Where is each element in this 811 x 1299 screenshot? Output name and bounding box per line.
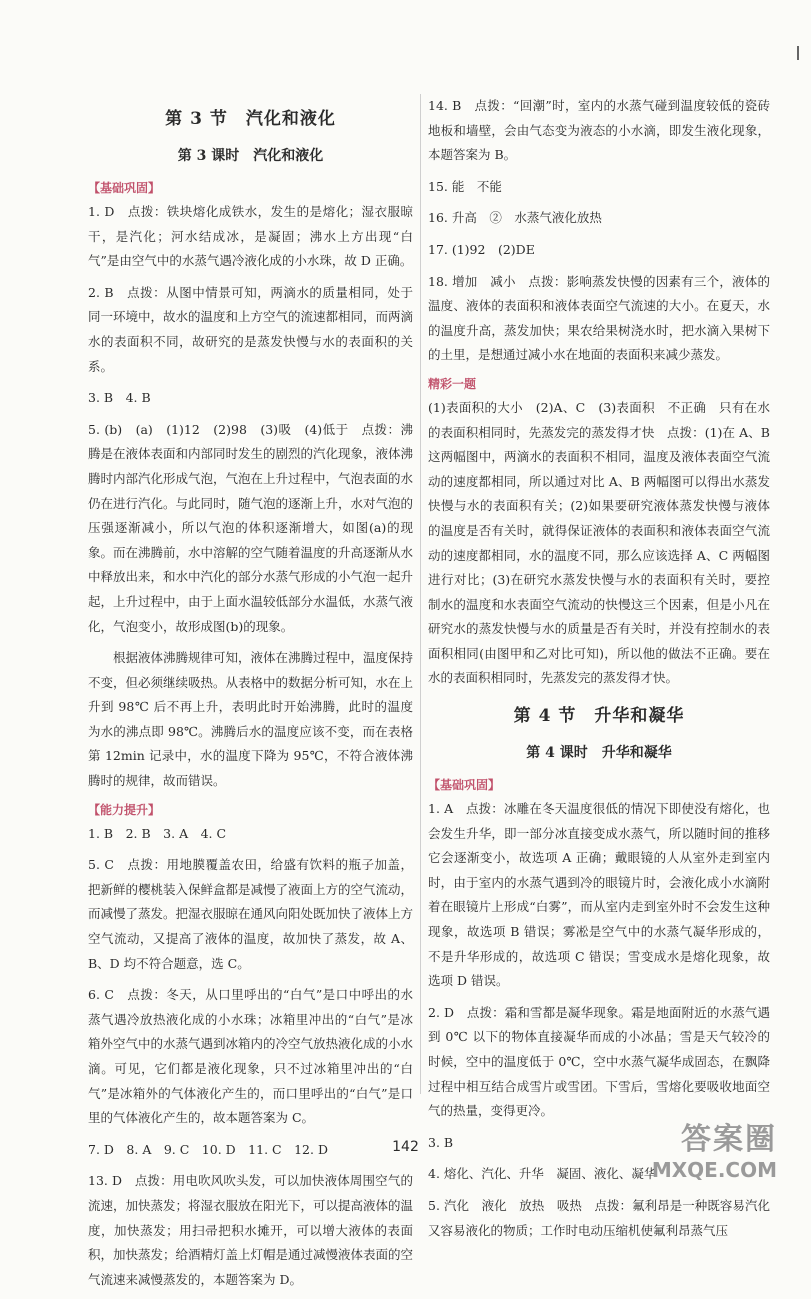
answer-16: 16. 升高 ② 水蒸气液化放热 (428, 210, 602, 226)
lesson-title-3: 第 3 课时 汽化和液化 (177, 148, 324, 164)
tag-ability: 【能力提升】 (88, 802, 161, 817)
lesson-title-4: 第 4 课时 升华和凝华 (526, 745, 672, 762)
left-column (88, 94, 413, 1299)
ability-5: 5. C 点拨：用地膜覆盖农田，给盛有饮料的瓶子加盖，把新鲜的樱桃装入保鲜盒都是减慢了液面上方的空气流动，而减慢了蒸发。把湿衣服晾在通风向阳处既加快了液体上方空气流动，又提高了液体的温度，故加快了蒸发，故 A、B、D 均不符合题意，选 C。 (88, 857, 414, 971)
watermark-logo (652, 1114, 777, 1182)
ability-7-12: 7. D 8. A 9. C 10. D 11. C 12. D (88, 1141, 328, 1157)
tag-basic-3: 【基础巩固】 (88, 181, 161, 195)
watermark-line-1: 答案圈 (681, 1122, 777, 1157)
section-title-4: 第 4 节 升华和凝华 (513, 706, 685, 727)
answer-2: 2. B 点拨：从图中情景可知，两滴水的质量相同，处于同一环境中，故水的温度和上方空气的流速都相同，而两滴水的表面积不同，故研究的是蒸发快慢与水的表面积的关系。 (88, 284, 414, 374)
ability-13: 13. D 点拨：用电吹风吹头发，可以加快液体周围空气的流速，加快蒸发；将湿衣服放在阳光下，可以提高液体的温度，加快蒸发；用扫帚把积水摊开，可以增大液体的表面积，加快蒸发；给酒精灯盖上灯帽是通过减慢液体表面的空气流速来减慢蒸发的，本题答案为 D。 (88, 1173, 414, 1287)
answer-1: 1. D 点拨：铁块熔化成铁水，发生的是熔化；湿衣服晾干，是汽化；河水结成冰，是凝固；沸水上方出现“白气”是由空气中的水蒸气遇冷液化成的小水珠，故 D 正确。 (88, 204, 413, 269)
answer-3-4: 3. B 4. B (88, 390, 151, 406)
tag-basic-4: 【基础巩固】 (428, 778, 501, 793)
answer-14: 14. B 点拨：“回潮”时，室内的水蒸气碰到温度较低的瓷砖地板和墙壁，会由气态变为液态的小水滴，即发生液化现象，本题答案为 B。 (428, 98, 770, 163)
s4-answer-2: 2. D 点拨：霜和雪都是凝华现象。霜是地面附近的水蒸气遇到 0℃ 以下的物体直接凝华而成的小冰晶；雪是天气较冷的时候，空中的温度低于 0℃，空中水蒸气凝华成固态，在飘降过程中相互结合成雪片或雪团。下雪后，雪熔化要吸收地面空气的热量，变得更冷。 (428, 1004, 770, 1119)
page-edge-mark (797, 46, 799, 60)
s4-answer-1: 1. A 点拨：冰雕在冬天温度很低的情况下即使没有熔化，也会发生升华，即一部分冰直接变成水蒸气，所以随时间的推移它会逐渐变小，故选项 A 正确；戴眼镜的人从室外走到室内时，由于室内的水蒸气遇到冷的眼镜片时，会液化成小水滴附着在眼镜片上形成“白雾”，而从室内走到室外时不会发生这种现象，故选项 B 错误；雾凇是空气中的水蒸气凝华形成的，不是升华形成的，故选项 C 错误；雪变成水是熔化现象，故选项 D 错误。 (428, 801, 770, 989)
answer-17: 17. (1)92 (2)DE (428, 241, 535, 257)
ability-1-4: 1. B 2. B 3. A 4. C (88, 825, 227, 841)
s4-answer-4: 4. 熔化、汽化、升华 凝固、液化、凝华 (428, 1166, 657, 1182)
section-title-3: 第 3 节 汽化和液化 (165, 109, 336, 129)
watermark-line-2: MXQE.COM (651, 1158, 777, 1182)
answer-15: 15. 能 不能 (428, 178, 502, 194)
right-column (428, 94, 770, 1250)
s4-answer-5: 5. 汽化 液化 放热 吸热 点拨：氟利昂是一种既容易汽化又容易液化的物质；工作时电动压缩机使氟利昂蒸气压 (428, 1197, 770, 1238)
s4-answer-3: 3. B (428, 1134, 454, 1150)
wonder-answer: (1)表面积的大小 (2)A、C (3)表面积 不正确 只有在水的表面积相同时，先蒸发完的蒸发得才快 点拨：(1)在 A、B 这两幅图中，两滴水的表面积不相同，温度及液体表面空气流动的速度都相同，所以通过对比 A、B 两幅图可以得出水蒸发快慢与水的表面积有关；(2)如果要研究液体蒸发快慢与液体的温度是否有关时，就得保证液体的表面积和液体表面空气流动的速度都相同，水的温度不同，那么应该选择 A、C 两幅图进行对比；(3)在研究水蒸发快慢与水的表面积有关时，要控制水的温度和水表面空气流动的快慢这三个因素，但是小凡在研究水的蒸发快慢与水的质量是否有关时，并没有控制水的表面积相同(由图甲和乙对比可知)，所以他的做法不正确。要在水的表面积相同时，先蒸发完的蒸发得才快。 (428, 399, 770, 686)
tag-wonder: 精彩一题 (428, 376, 477, 391)
answer-5-continued: 根据液体沸腾规律可知，液体在沸腾过程中，温度保持不变，但必须继续吸热。从表格中的数据分析可知，水在上升到 98℃ 后不再上升，表明此时开始沸腾，此时的温度为水的沸点即 98℃。沸腾后水的温度应该不变，而在表格第 12min 记录中，水的温度下降为 95℃，不符合液体沸腾时的规律，故而错误。 (88, 650, 414, 789)
column-divider (420, 94, 421, 1094)
answer-18: 18. 增加 减小 点拨：影响蒸发快慢的因素有三个，液体的温度、液体的表面积和液体表面空气流速的大小。在夏天，水的温度升高，蒸发加快；果农给果树浇水时，把水滴入果树下的土里，是想通过减小水在地面的表面积来减少蒸发。 (428, 273, 770, 363)
page-number: 142 (392, 1139, 419, 1155)
answer-5: 5. (b) (a) (1)12 (2)98 (3)吸 (4)低于 点拨：沸腾是在液体表面和内部同时发生的剧烈的汽化现象，液体沸腾时内部汽化形成气泡，气泡在上升过程中，气泡表面的水仍在进行汽化。与此同时，随气泡的逐渐上升，水对气泡的压强逐渐减小，所以气泡的体积逐渐增大，如图(a)的现象。而在沸腾前，水中溶解的空气随着温度的升高逐渐从水中释放出来，和水中汽化的部分水蒸气形成的小气泡一起升起，上升过程中，由于上面水温较低部分水温低，水蒸气液化，气泡变小，故形成图(b)的现象。 (88, 421, 414, 634)
ability-6: 6. C 点拨：冬天，从口里呼出的“白气”是口中呼出的水蒸气遇冷放热液化成的小水珠；冰箱里冲出的“白气”是冰箱外空气中的水蒸气遇到冰箱内的冷空气放热液化成的小水滴。可见，它们都是液化现象，只不过冰箱里冲出的“白气”是冰箱外的气体液化产生的，而口里呼出的“白气”是口里的气体液化产生的，故本题答案为 C。 (88, 987, 414, 1126)
